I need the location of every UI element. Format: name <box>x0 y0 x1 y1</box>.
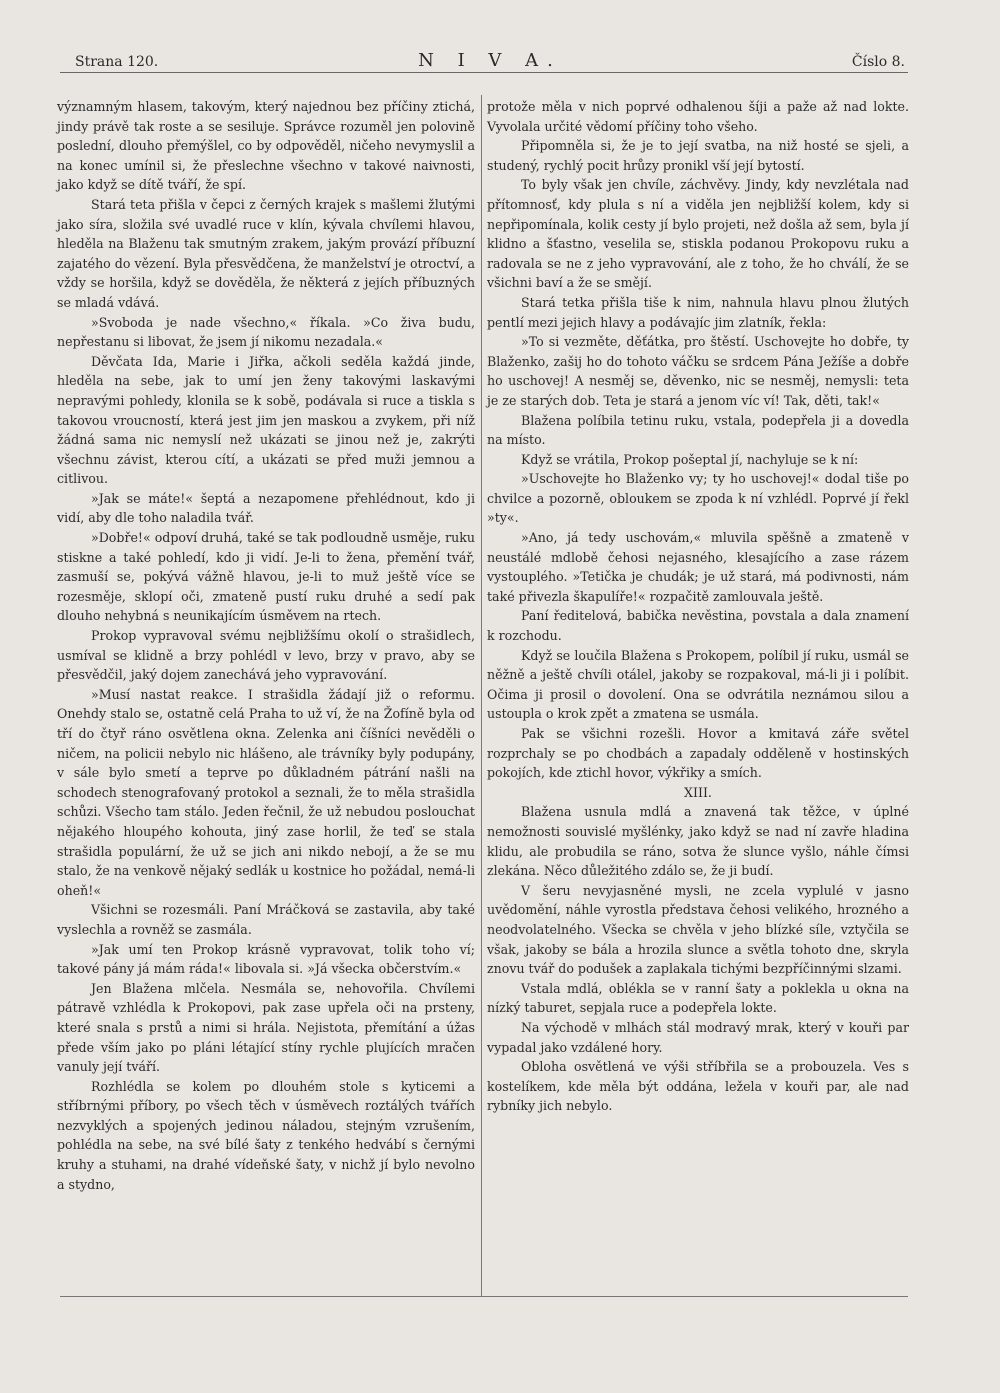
page-header <box>75 50 905 74</box>
paragraph: Rozhlédla se kolem po dlouhém stole s kyticemi a stříbrnými příbory, po všech těch v úsměvech roztálých tvářích nezvyklých a spojených jedinou náladou, stejným vzrušením, pohlédla na sebe, na své bílé šaty z tenkého hedvábí s černými kruhy a stuhami, na drahé vídeňské šaty, v nichž jí bylo nevolno a stydno, <box>57 1078 475 1192</box>
page-number: Strana 120. <box>75 54 159 70</box>
paragraph: V šeru nevyjasněné mysli, ne zcela vyplulé v jasno uvědomění, náhle vyrostla představa čehosi velikého, hrozného a neodvolatelného. Všecka se chvěla v jeho blízké síle, vztyčila se však, jakoby se bála a hrozila slunce a světla tohoto dne, skryla znovu tvář do podušek a zaplakala tichými bezpříčinnými slzami. <box>487 882 909 977</box>
header-rule <box>60 72 908 73</box>
paragraph: Když se loučila Blažena s Prokopem, políbil jí ruku, usmál se něžně a ještě chvíli otálel, jakoby se rozpakoval, má-li ji i políbit. Očima ji prosil o dovolení. Ona se odvrátila neznámou silou a ustoupla o krok zpět a zmatena se usmála. <box>487 647 909 722</box>
paragraph: protože měla v nich poprvé odhalenou šíji a paže až nad lokte. Vyvolala určité vědomí příčiny toho všeho. <box>487 99 909 134</box>
paragraph: Vstala mdlá, oblékla se v ranní šaty a poklekla u okna na nízký taburet, sepjala ruce a podepřela lokte. <box>487 980 909 1016</box>
paragraph: Na východě v mlhách stál modravý mrak, který v kouři par vypadal jako vzdálené hory. <box>487 1019 909 1055</box>
paragraph: »Svoboda je nade všechno,« říkala. »Co živa budu, nepřestanu si libovat, že jsem jí nikomu nezadala.« <box>57 314 475 350</box>
paragraph: Stará tetka přišla tiše k nim, nahnula hlavu plnou žlutých pentlí mezi jejich hlavy a podávajíc jim zlatník, řekla: <box>487 294 909 330</box>
left-column <box>57 97 475 1194</box>
paragraph: Prokop vypravoval svému nejbližšímu okolí o strašidlech, usmíval se klidně a brzy pohlédl v levo, brzy v pravo, aby se přesvědčil, jaký dojem zanechává jeho vypravování. <box>57 628 475 683</box>
paragraph: »Jak se máte!« šeptá a nezapomene přehlédnout, kdo ji vidí, aby dle toho naladila tvář. <box>57 490 475 526</box>
paragraph: »Ano, já tedy uschovám,« mluvila spěšně a zmateně v neustálé mdlobě čehosi nejasného, klesajícího a zase rázem vystouplého. »Tetička je chudák; je už stará, má podivnosti, nám také přivezla škapulíře!« rozpačitě zamlouvala ještě. <box>487 530 909 604</box>
paragraph: »Jak umí ten Prokop krásně vypravovat, tolik toho ví; takové pány já mám ráda!« libovala si. »Já všecka občerstvím.« <box>57 941 475 977</box>
paragraph: Pak se všichni rozešli. Hovor a kmitavá záře světel rozprchaly se po chodbách a zapadaly odděleně v hostinských pokojích, kde ztichl hovor, výkřiky a smích. <box>487 726 909 781</box>
column-divider <box>481 95 482 1297</box>
paragraph: To byly však jen chvíle, záchvěvy. Jindy, kdy nevzlétala nad přítomnosť, kdy plula s ní a viděla jen nejbližší kolem, kdy si nepřipomínala, kolik cesty jí bylo projeti, než došla až sem, byla jí klidno a šťastno, veselila se, stiskla podanou Prokopovu ruku a radovala se ne z jeho vypravování, ale z toho, že ho chválí, že se všichni baví a že se smějí. <box>487 177 909 291</box>
paragraph: Blažena políbila tetinu ruku, vstala, podepřela ji a dovedla na místo. <box>487 412 909 448</box>
paragraph: »Uschovejte ho Blaženko vy; ty ho uschovej!« dodal tiše po chvilce a pozorně, obloukem se zpoda k ní vzhlédl. Poprvé jí řekl »ty«. <box>487 471 909 526</box>
paragraph: »Musí nastat reakce. I strašidla žádají již o reformu. Onehdy stalo se, ostatně celá Praha to už ví, že na Žofíně byla od tří do čtyř ráno osvětlena okna. Zelenka ani číšníci nevěděli o ničem, na policii nebylo nic hlášeno, ale trávníky byly podupány, v sále bylo smetí a teprve po důkladném pátrání našli na schodech stenografovaný protokol a seznali, že to měla strašidla schůzi. Všecho tam stálo. Jeden řečnil, že už nebudou poslouchat nějakého hloupého kohouta, jiný zase horlil, že teď se stala strašidla populární, že už se jich ani nikdo nebojí, a že se mu stalo, že na venkově nějaký sedlák u kostnice ho požádal, nemá-li oheň!« <box>57 686 475 898</box>
paragraph: Blažena usnula mdlá a znavená tak těžce, v úplné nemožnosti souvislé myšlénky, jako když se nad ní zavře hladina klidu, ale probudila se ráno, sotva že slunce vyšlo, náhle čímsi zlekána. Něco důležitého zdálo se, že ji budí. <box>487 804 909 879</box>
right-column <box>487 97 909 1116</box>
footer-rule <box>60 1296 908 1297</box>
paragraph: významným hlasem, takovým, který najednou bez příčiny ztichá, jindy právě tak roste a se sesiluje. Správce rozuměl jen polovině poslední, dlouho přemýšlel, co by odpověděl, ničeho nevymyslil a na konec umínil si, že přeslechne všechno v takové naivnosti, jako když se dítě tváří, že spí. <box>57 99 475 193</box>
paragraph: Stará teta přišla v čepci z černých krajek s mašlemi žlutými jako síra, složila své uvadlé ruce v klín, kývala chvílemi hlavou, hleděla na Blaženu tak smutným zrakem, jakým provází příbuzní zajatého do vězení. Byla přesvědčena, že manželství je otroctví, a vždy se horšila, když se dověděla, že některá z jejích příbuzných se mladá vdává. <box>57 196 475 310</box>
issue-number: Číslo 8. <box>851 54 905 70</box>
paragraph: »Dobře!« odpoví druhá, také se tak podloudně usměje, ruku stiskne a také pohledí, kdo ji vidí. Je-li to žena, přemění tvář, zasmuší se, pokývá vážně hlavou, je-li to muž ještě více se rozesměje, sklopí oči, zmateně pustí ruku druhé a sedí pak dlouho nehybná s neunikajícím úsměvem na rtech. <box>57 530 475 624</box>
magazine-title: N I V A. <box>418 50 562 71</box>
paragraph: »To si vezměte, děťátka, pro štěstí. Uschovejte ho dobře, ty Blaženko, zašij ho do tohoto váčku se srdcem Pána Ježíše a dobře ho uschovej! A nesměj se, děvenko, nic se nesměj, nemysli: teta je ze starých dob. Teta je stará a jenom víc ví! Tak, děti, tak!« <box>487 334 909 408</box>
paragraph: Připomněla si, že je to její svatba, na niž hosté se sjeli, a studený, rychlý pocit hrůzy pronikl vší její bytostí. <box>487 138 909 173</box>
chapter-heading: XIII. <box>684 784 712 800</box>
paragraph: Obloha osvětlená ve výši stříbřila se a probouzela. Ves s kostelíkem, kde měla být oddána, ležela v kouři par, ale nad rybníky jich nebylo. <box>487 1059 909 1114</box>
paragraph: Paní ředitelová, babička nevěstina, povstala a dala znamení k rozchodu. <box>487 608 909 644</box>
paragraph: Děvčata Ida, Marie i Jiřka, ačkoli seděla každá jinde, hleděla na sebe, jak to umí jen ženy takovými laskavými nepravými pohledy, klonila se k sobě, podávala si ruce a tiskla s takovou vroucností, která jest jim jen maskou a zvykem, při níž žádná sama nic nemyslí než ukázati se jinou než je, zakrýti všechnu závist, kterou cítí, a ukázati se před muži jemnou a citlivou. <box>57 353 475 487</box>
paragraph: Když se vrátila, Prokop pošeptal jí, nachylujе se k ní: <box>521 451 859 467</box>
paragraph: Všichni se rozesmáli. Paní Mráčková se zastavila, aby také vyslechla a rovněž se zasmála. <box>57 902 475 937</box>
paragraph: Jen Blažena mlčela. Nesmála se, nehovořila. Chvílemi pátravě vzhlédla k Prokopovi, pak zase upřela oči na prsteny, které snala s prstů a nimi si hrála. Nejistota, přemítání a úžas přede vším jako po pláni létající stíny rychle plujících mračen vanuly její tváří. <box>57 980 475 1075</box>
